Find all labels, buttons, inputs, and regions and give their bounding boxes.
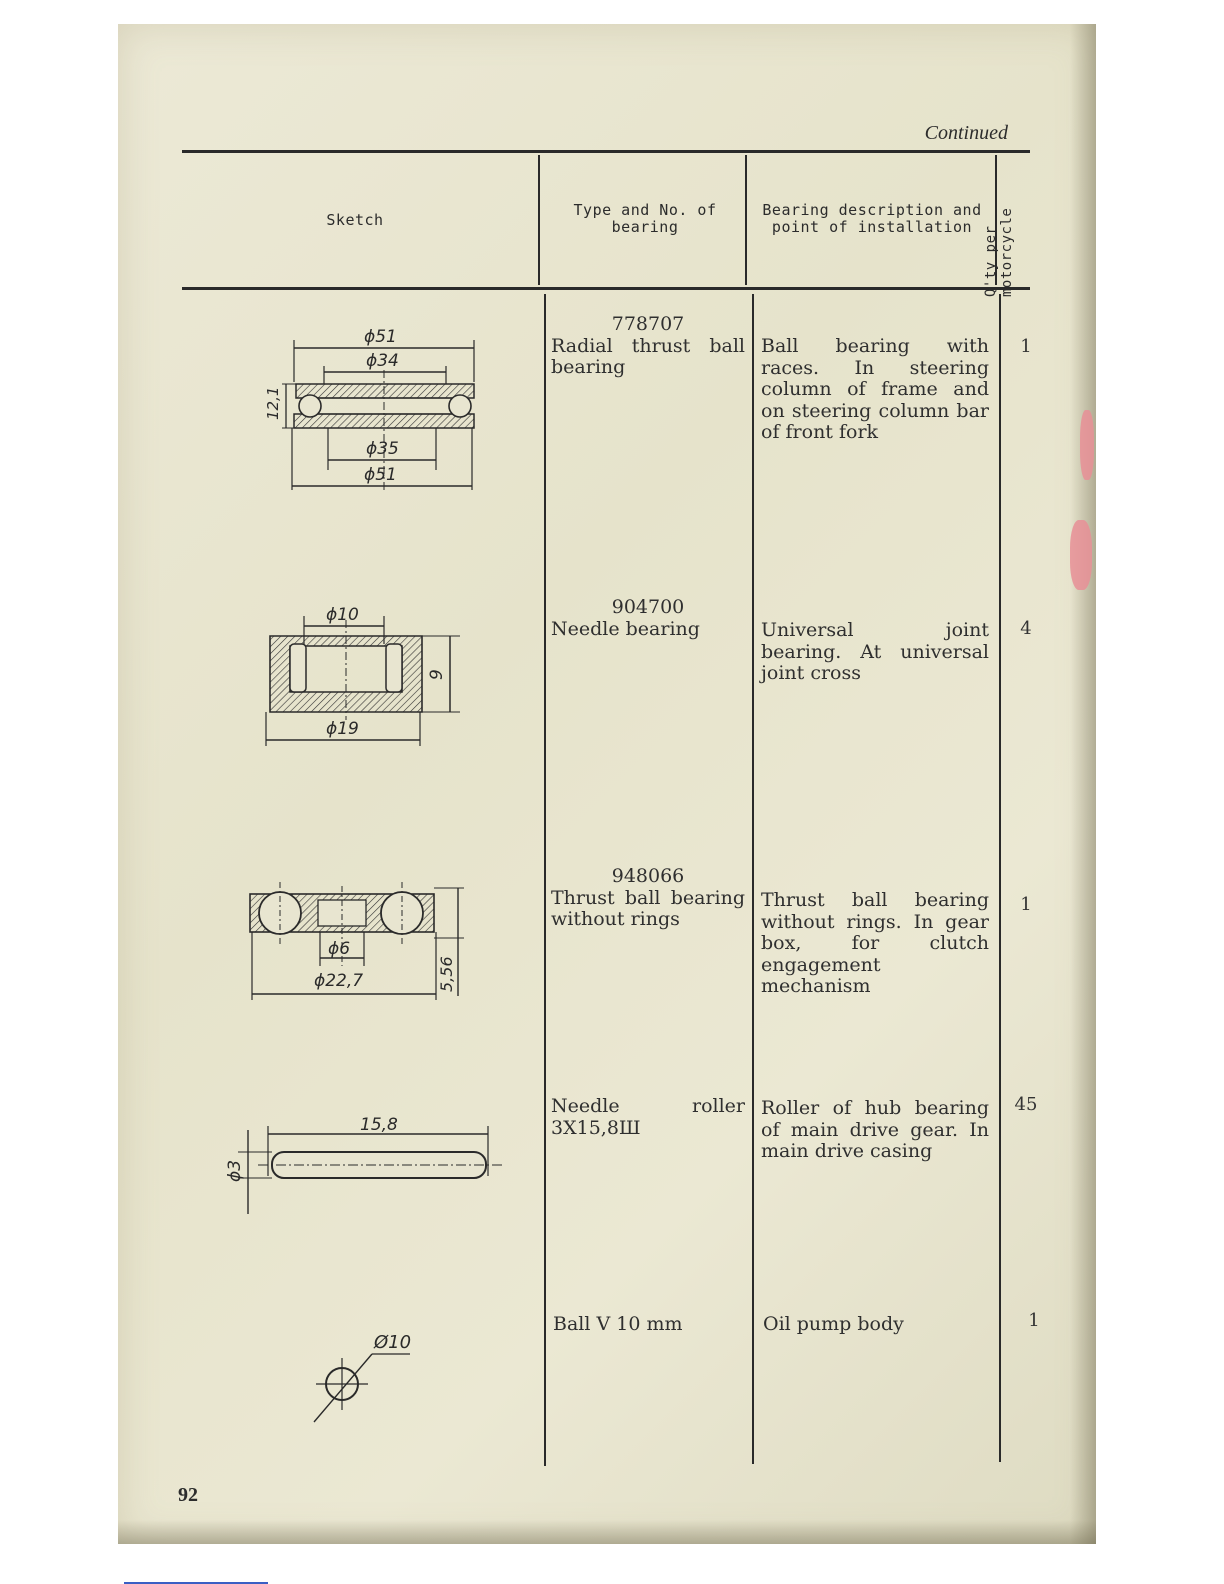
page-number: 92 — [178, 1484, 198, 1506]
red-stain — [1070, 520, 1092, 590]
bearing-number: 948066 — [611, 865, 685, 887]
column-divider — [999, 294, 1001, 1462]
table-row-type-cell — [551, 314, 745, 379]
bearing-type: Needle bearing — [551, 617, 700, 640]
thrust-ball-bearing-sketch — [240, 876, 470, 1006]
dimension-label: Ø10 — [374, 1332, 412, 1353]
dimension-label: ϕ51 — [364, 327, 397, 347]
table-row-type-cell — [553, 1314, 747, 1336]
dimension-label: 15,8 — [360, 1115, 398, 1135]
needle-bearing-sketch — [260, 600, 470, 750]
bearing-type: Ball V 10 mm — [553, 1313, 683, 1335]
column-header-type: Type and No. of bearing — [573, 201, 717, 236]
dimension-label: ϕ34 — [366, 351, 399, 371]
bearing-type: Radial thrust ball bearing — [551, 334, 745, 378]
bearing-number: 778707 — [611, 313, 685, 335]
table-header-rule — [182, 287, 1030, 290]
bearing-qty: 1 — [1020, 894, 1032, 915]
bearing-qty: 45 — [1014, 1094, 1038, 1115]
continued-label: Continued — [924, 122, 1008, 144]
bearing-description: Roller of hub bearing of main drive gear. In main drive casing — [761, 1097, 989, 1162]
page-edge-shadow — [1070, 24, 1096, 1544]
bearing-description: Universal joint bearing. At universal joint cross — [761, 619, 989, 684]
table-row-type-cell — [551, 866, 745, 931]
column-header-sketch: Sketch — [326, 211, 384, 229]
dimension-label: ϕ10 — [326, 605, 359, 625]
dimension-label: ϕ22,7 — [314, 971, 364, 991]
thrust-bearing-sketch — [240, 320, 490, 500]
column-divider — [544, 294, 546, 1466]
table-row-type-cell — [551, 1096, 745, 1139]
bearing-type: Needle roller 3X15,8Ш — [551, 1095, 745, 1139]
table-top-rule — [182, 150, 1030, 153]
bearing-description: Thrust ball bearing without rings. In gear box, for clutch engagement mechanism — [761, 889, 989, 997]
dimension-label: ϕ3 — [225, 1159, 245, 1182]
bearing-type: Thrust ball bearing without rings — [551, 886, 745, 930]
dimension-label: ϕ6 — [328, 939, 351, 959]
column-divider — [538, 155, 540, 285]
bearing-description: Ball bearing with races. In steering column of frame and on steering column bar of front fork — [761, 335, 989, 443]
needle-roller-sketch — [220, 1110, 510, 1220]
bearing-description: Oil pump body — [763, 1313, 904, 1335]
dimension-label: 5,56 — [437, 956, 456, 992]
dimension-label: ϕ19 — [326, 719, 359, 739]
bearing-qty: 1 — [1020, 336, 1032, 357]
dimension-label: ϕ35 — [366, 439, 399, 459]
red-stain — [1080, 410, 1094, 480]
ball-sketch — [300, 1326, 430, 1426]
bearing-qty: 1 — [1028, 1310, 1040, 1331]
dimension-label: 9 — [427, 669, 447, 680]
column-divider — [745, 155, 747, 285]
bearing-number: 904700 — [611, 596, 685, 618]
column-header-description: Bearing description and point of installation — [762, 201, 982, 236]
table-row-type-cell — [551, 597, 745, 640]
bearing-qty: 4 — [1020, 618, 1032, 639]
dimension-label: 12,1 — [264, 386, 282, 420]
dimension-label: ϕ51 — [364, 465, 397, 485]
column-divider — [752, 294, 754, 1464]
page-bottom-shadow — [118, 1520, 1096, 1544]
column-header-qty: Q'ty per motorcycle — [983, 207, 1015, 297]
